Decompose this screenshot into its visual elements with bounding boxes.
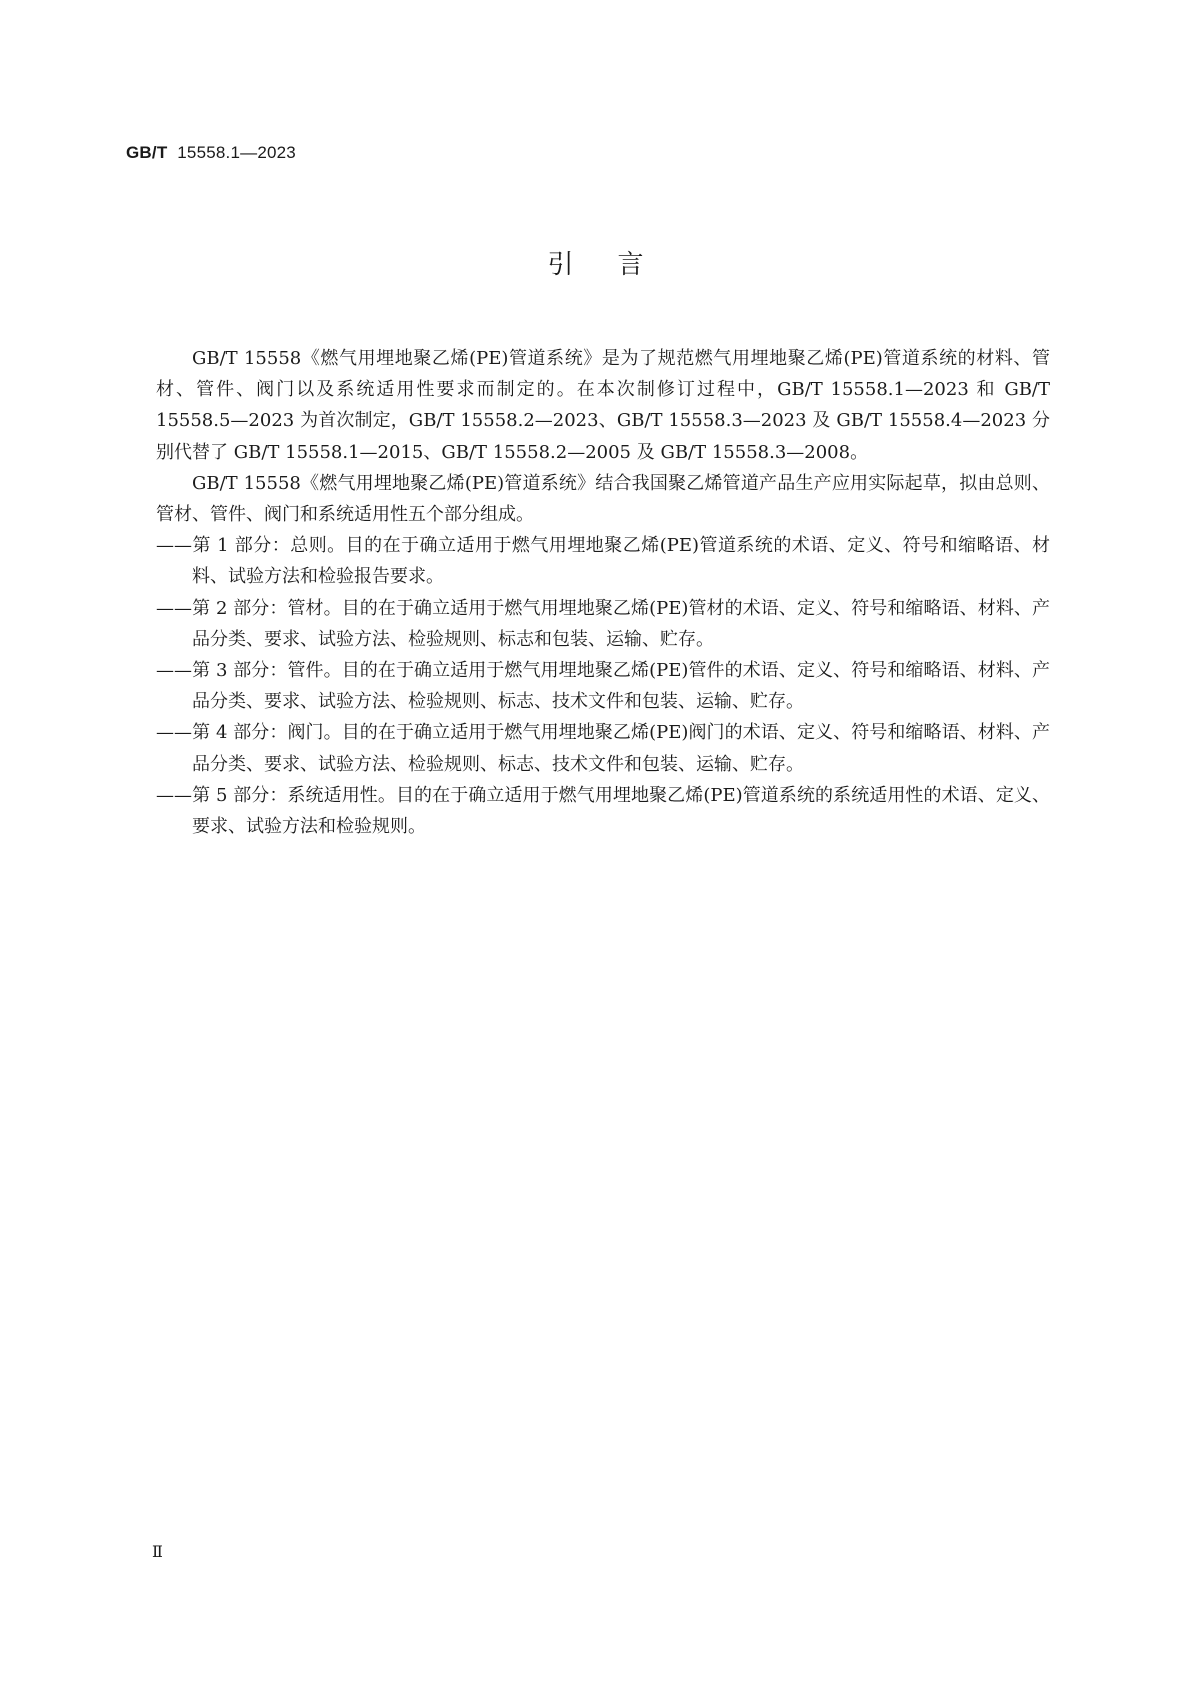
list-item-part-3 — [156, 655, 1050, 717]
list-item-part-1 — [156, 530, 1050, 592]
standard-number: 15558.1—2023 — [177, 143, 296, 162]
parts-list — [156, 530, 1050, 842]
list-dash: —— — [156, 660, 192, 682]
intro-paragraph-1: GB/T 15558《燃气用埋地聚乙烯(PE)管道系统》是为了规范燃气用埋地聚乙烯(PE)管道系统的材料、管材、管件、阀门以及系统适用性要求而制定的。在本次制修订过程中，GB/T 15558.1—2023 和 GB/T 15558.5—2023 为首次制定，GB/T 15558.2—2023、GB/T 15558.3—2023 及 GB/T 15558.4—2023 分别代替了 GB/T 15558.1—2015、GB/T 15558.2—2005 及 GB/T 15558.3—2008。 — [156, 348, 1050, 463]
list-dash: —— — [156, 597, 192, 619]
document-body — [156, 343, 1050, 842]
list-item-text: 第 5 部分：系统适用性。目的在于确立适用于燃气用埋地聚乙烯(PE)管道系统的系统适用性的术语、定义、要求、试验方法和检验规则。 — [192, 784, 1050, 838]
standard-code: GB/T — [126, 143, 168, 162]
list-dash: —— — [156, 722, 192, 744]
intro-paragraph-2: GB/T 15558《燃气用埋地聚乙烯(PE)管道系统》结合我国聚乙烯管道产品生产应用实际起草，拟由总则、管材、管件、阀门和系统适用性五个部分组成。 — [156, 472, 1050, 526]
list-item-text: 第 2 部分：管材。目的在于确立适用于燃气用埋地聚乙烯(PE)管材的术语、定义、符号和缩略语、材料、产品分类、要求、试验方法、检验规则、标志和包装、运输、贮存。 — [192, 597, 1050, 650]
list-dash: —— — [156, 535, 192, 557]
section-title: 引言 — [547, 250, 688, 280]
document-header — [126, 143, 296, 163]
list-item-part-2 — [156, 593, 1050, 655]
list-dash: —— — [156, 784, 192, 806]
list-item-part-5 — [156, 780, 1050, 842]
list-item-text: 第 4 部分：阀门。目的在于确立适用于燃气用埋地聚乙烯(PE)阀门的术语、定义、符号和缩略语、材料、产品分类、要求、试验方法、检验规则、标志、技术文件和包装、运输、贮存。 — [192, 722, 1050, 775]
list-item-text: 第 1 部分：总则。目的在于确立适用于燃气用埋地聚乙烯(PE)管道系统的术语、定义、符号和缩略语、材料、试验方法和检验报告要求。 — [192, 535, 1050, 588]
list-item-part-4 — [156, 717, 1050, 779]
page-number: Ⅱ — [152, 1542, 163, 1561]
list-item-text: 第 3 部分：管件。目的在于确立适用于燃气用埋地聚乙烯(PE)管件的术语、定义、符号和缩略语、材料、产品分类、要求、试验方法、检验规则、标志、技术文件和包装、运输、贮存。 — [192, 660, 1050, 713]
